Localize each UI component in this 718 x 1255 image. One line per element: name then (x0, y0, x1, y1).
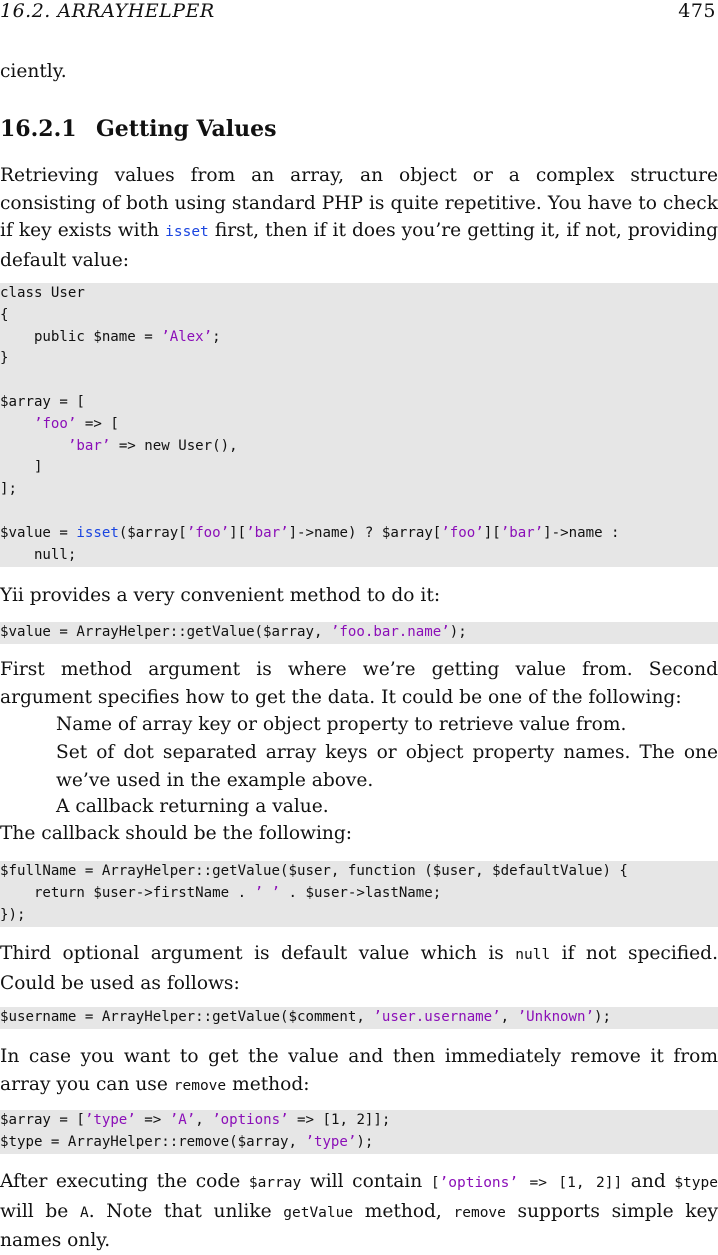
list-item: Set of dot separated array keys or object property names. The one we’ve used in the example above. (56, 742, 718, 791)
paragraph-after: After executing the code $array will contain [’options’ => [1, 2]] and $type will be A. Note that unlike getValue method, remove supports simple key names only. (0, 1171, 718, 1251)
paragraph-convenient: Yii provides a very convenient method to do it: (0, 585, 441, 606)
paragraph-callback: The callback should be the following: (0, 823, 353, 844)
page-number: 475 (678, 0, 716, 22)
code-block-getvalue: $value = ArrayHelper::getValue($array, ’foo.bar.name’); (0, 622, 718, 644)
inline-code: $type (674, 1175, 718, 1191)
list-item: Name of array key or object property to retrieve value from. (56, 714, 627, 735)
intro-fragment: ciently. (0, 61, 67, 82)
list-item: A callback returning a value. (56, 796, 329, 817)
section-title: 16.2. ARRAYHELPER (0, 0, 215, 22)
running-header (0, 0, 718, 22)
inline-code: getValue (283, 1204, 354, 1221)
paragraph-arguments: First method argument is where we’re getting value from. Second argument specifies how to get the data. It could be one of the following: (0, 659, 718, 708)
code-block-remove: $array = [’type’ => ’A’, ’options’ => [1, 2]]; $type = ArrayHelper::remove($array, ’type’); (0, 1110, 718, 1154)
heading-title: Getting Values (96, 116, 277, 142)
inline-code-isset: isset (165, 224, 209, 240)
inline-code-remove: remove (173, 1077, 227, 1094)
inline-code: $array (248, 1175, 302, 1191)
paragraph-intro: Retrieving values from an array, an object or a complex structure consisting of both using standard PHP is quite repetitive. You have to check if key exists with isset first, then if it does you’re getting it, if not, providing default value: (0, 165, 718, 271)
code-block-callback: $fullName = ArrayHelper::getValue($user, function ($user, $defaultValue) { return $user->firstName . ’ ’ . $user->lastName; }); (0, 861, 718, 927)
paragraph-default: Third optional argument is default value which is null if not specified. Could be used as follows: (0, 943, 718, 994)
code-block-isset: class User { public $name = ’Alex’; } $array = [ ’foo’ => [ ’bar’ => new User(), ] ]; $value = isset($array[’foo’][’bar’]->name) ? $array[’foo’][’bar’]->name : null; (0, 283, 718, 567)
paragraph-remove: In case you want to get the value and then immediately remove it from array you can use remove method: (0, 1046, 718, 1095)
section-heading (0, 116, 718, 142)
inline-code: remove (453, 1204, 506, 1221)
heading-number: 16.2.1 (0, 116, 77, 142)
inline-code: A (79, 1204, 89, 1221)
code-block-default: $username = ArrayHelper::getValue($comment, ’user.username’, ’Unknown’); (0, 1007, 718, 1029)
inline-code-null: null (515, 947, 551, 963)
inline-code: [’options’ => [1, 2]] (430, 1175, 623, 1191)
